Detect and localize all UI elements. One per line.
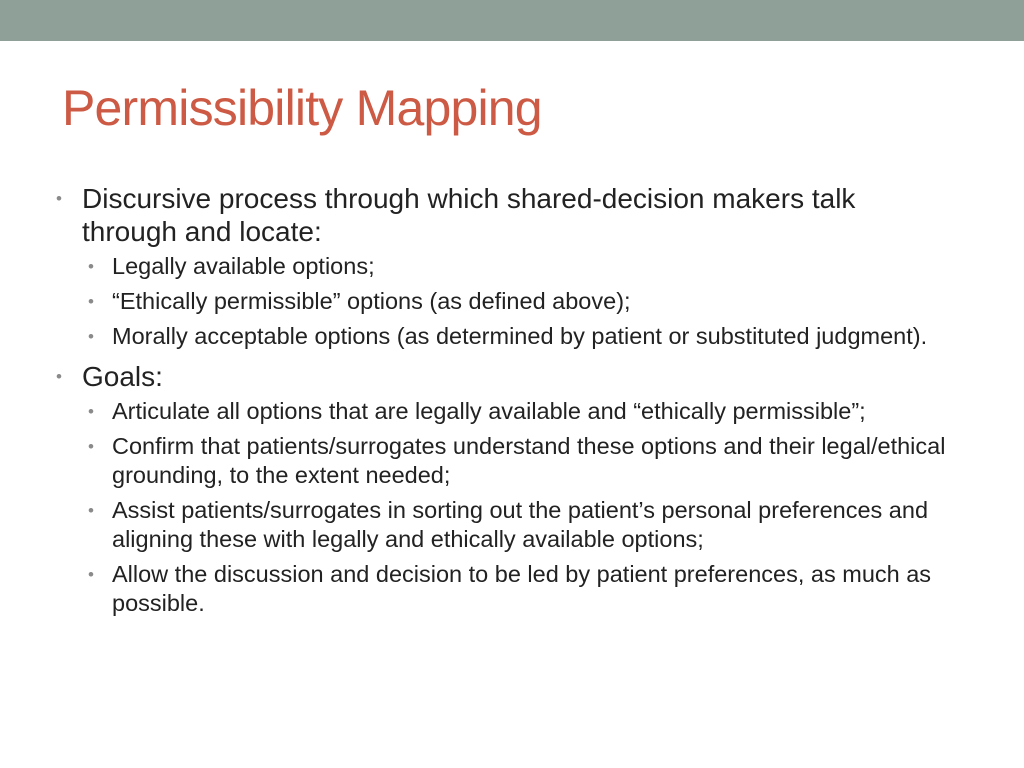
bullet-icon: • [88,257,94,276]
bullet-icon: • [88,501,94,520]
slide-title: Permissibility Mapping [62,80,542,136]
sub-bullet-text: Morally acceptable options (as determined by patient or substituted judgment). [112,323,928,349]
sub-bullet-item [88,252,956,281]
sub-bullet-item [88,560,956,618]
bullet-text: Goals: [82,361,163,392]
bullet-text: Discursive process through which shared-decision makers talk through and locate: [82,183,856,247]
bullet-icon: • [56,367,62,386]
sub-bullet-text: Articulate all options that are legally available and “ethically permissible”; [112,398,866,424]
sub-bullet-text: Assist patients/surrogates in sorting out the patient’s personal preferences and aligning these with legally and ethically available options; [112,497,929,552]
sub-bullet-item [88,496,956,554]
sub-bullet-text: “Ethically permissible” options (as defined above); [112,288,631,314]
bullet-icon: • [88,565,94,584]
bullet-item-goals [56,360,956,624]
bullet-body [82,182,956,357]
bullet-list [56,182,956,624]
bullet-body [82,360,956,624]
slide-content [56,182,956,627]
sub-bullet-text: Confirm that patients/surrogates understand these options and their legal/ethical grounding, to the extent needed; [112,433,946,488]
bullet-icon: • [88,292,94,311]
bullet-item-process [56,182,956,357]
sub-bullet-item [88,397,956,426]
sub-bullet-list [88,252,956,351]
top-accent-band [0,0,1024,41]
sub-bullet-text: Allow the discussion and decision to be led by patient preferences, as much as possible. [112,561,932,616]
sub-bullet-item [88,287,956,316]
bullet-icon: • [88,402,94,421]
bullet-icon: • [56,189,62,208]
sub-bullet-item [88,432,956,490]
sub-bullet-list [88,397,956,618]
sub-bullet-text: Legally available options; [112,253,375,279]
bullet-icon: • [88,437,94,456]
bullet-icon: • [88,327,94,346]
sub-bullet-item [88,322,956,351]
